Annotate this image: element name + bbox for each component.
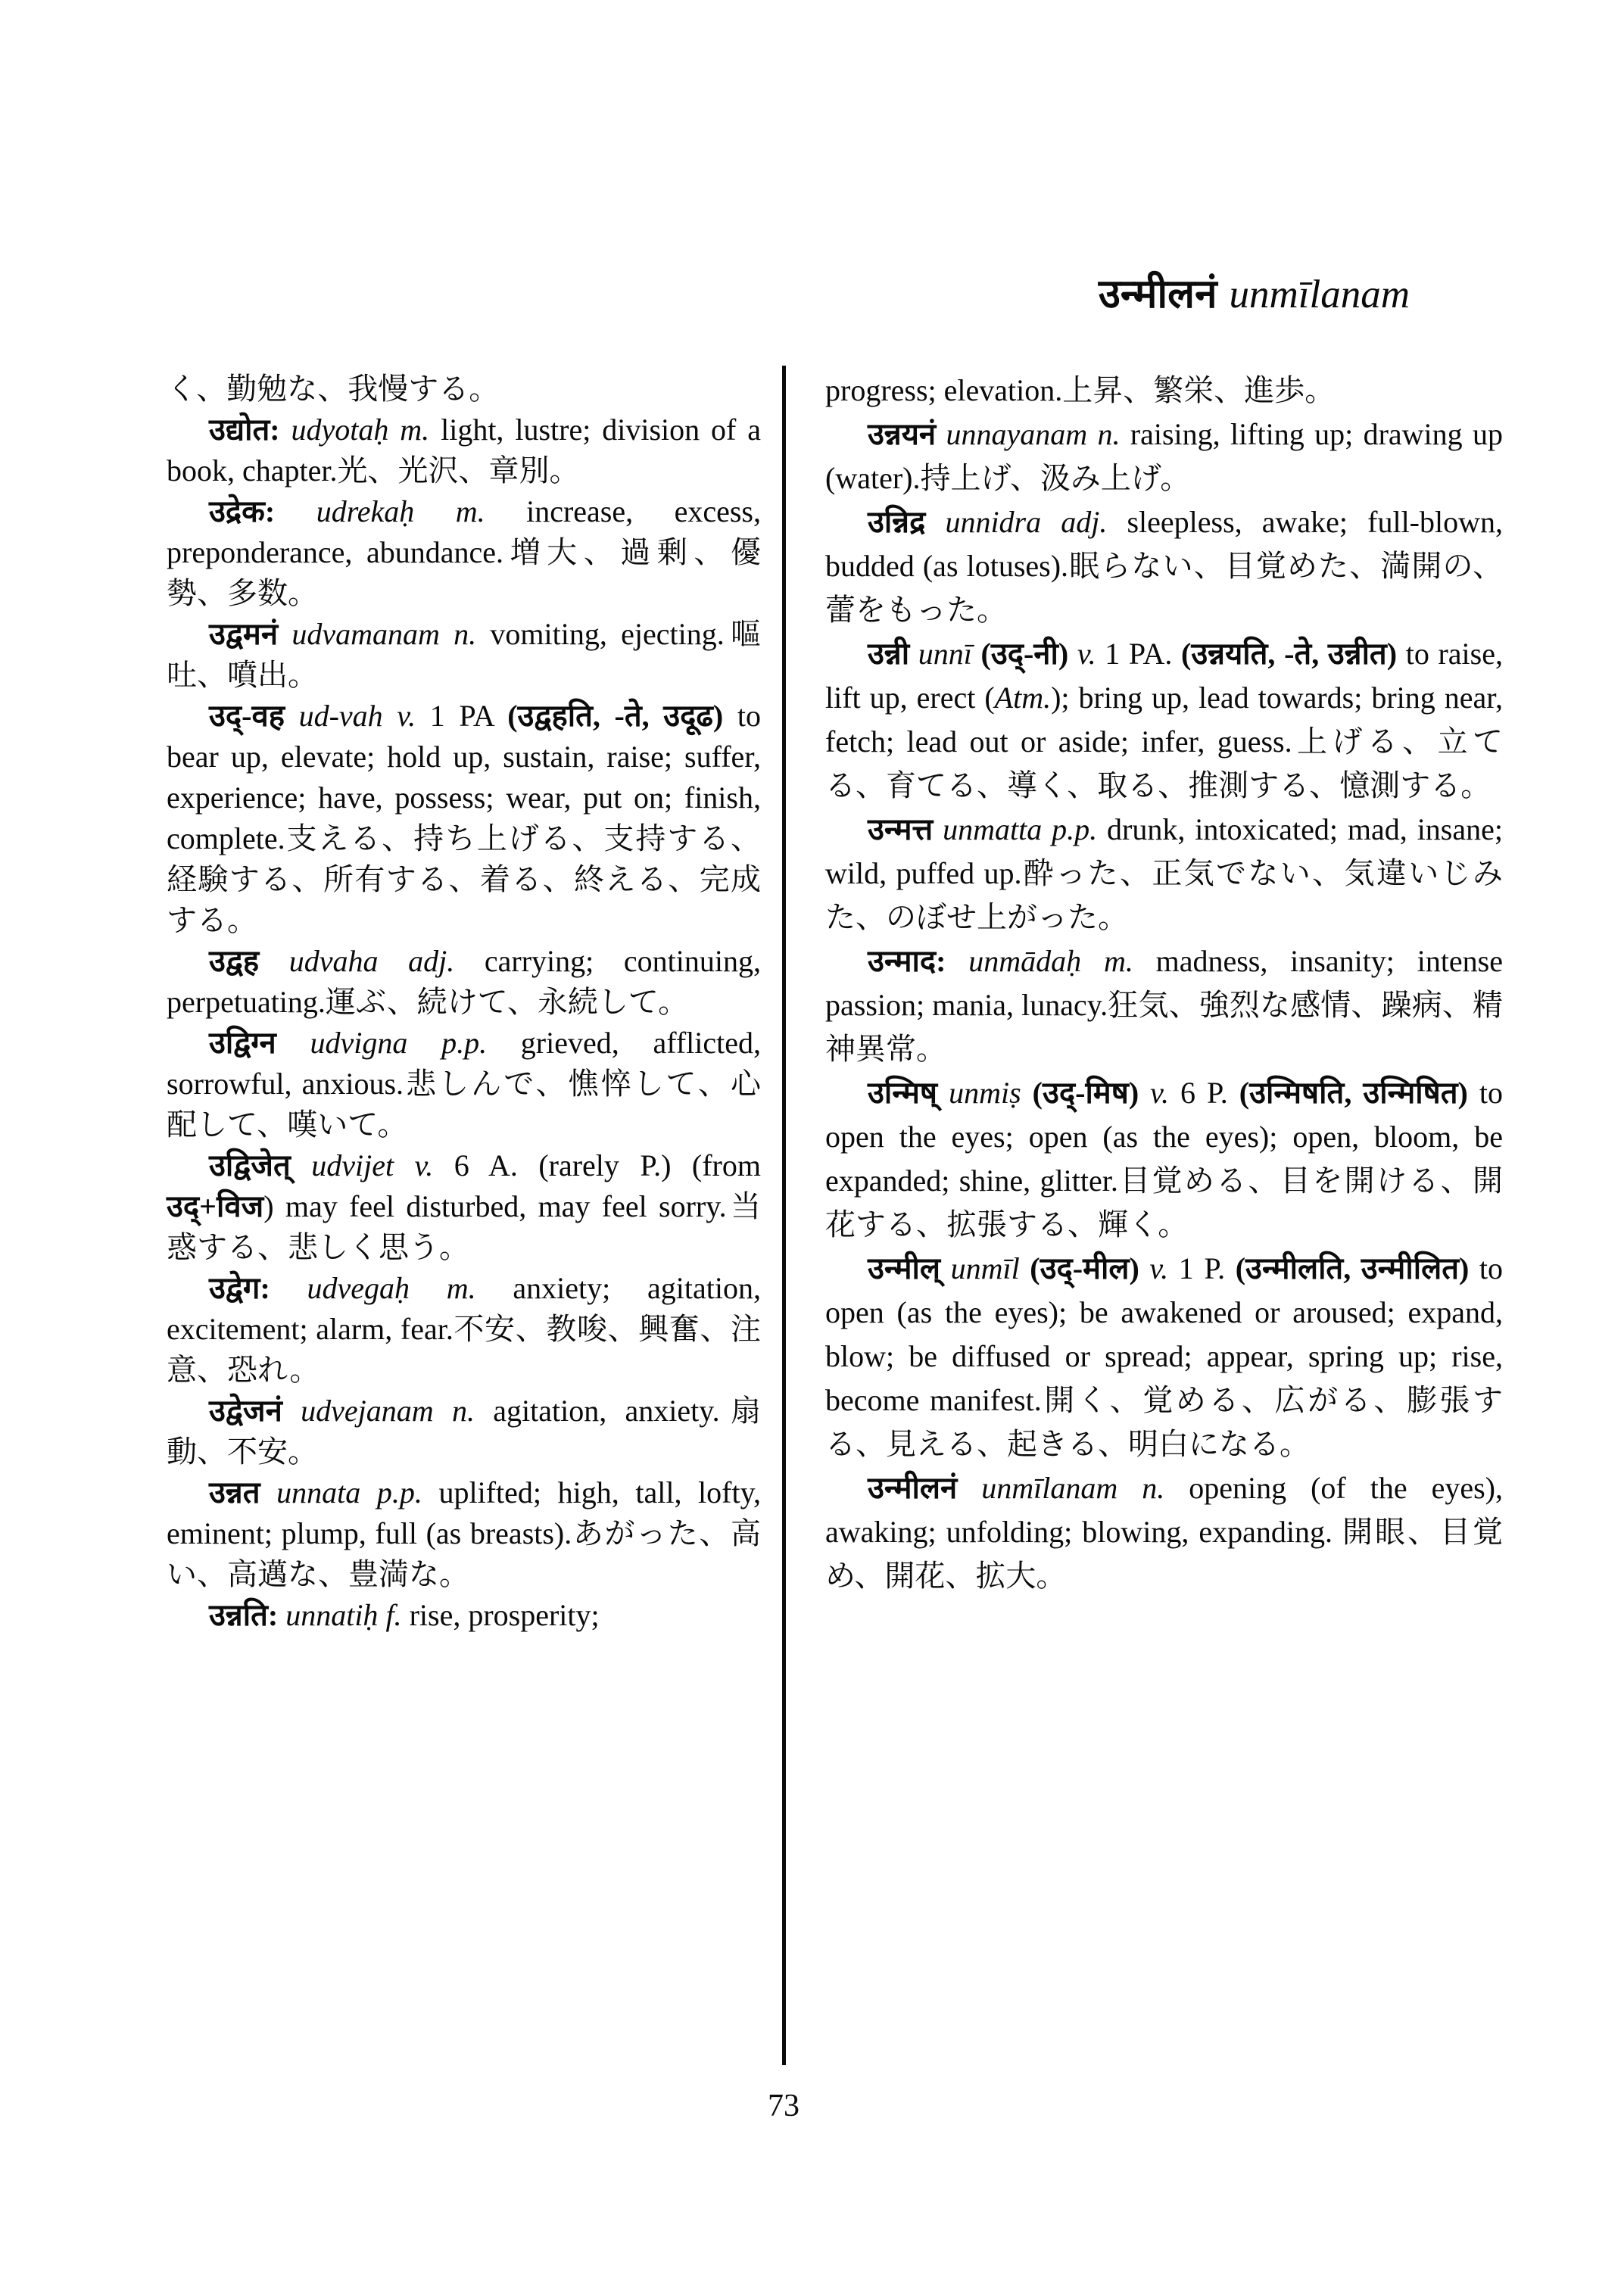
entry-grammar-label: n. <box>1142 1471 1189 1505</box>
entry-transliteration: udyotaḥ <box>291 413 401 447</box>
dictionary-entry <box>825 1466 1503 1598</box>
entry-transliteration: unnī <box>918 637 981 671</box>
column-divider-rule <box>782 366 786 2065</box>
entry-headword-devanagari: उन्मत्त <box>868 812 943 846</box>
dictionary-entry <box>167 410 761 491</box>
entry-transliteration: unnayanam <box>946 417 1098 451</box>
entry-definition-text: vomiting, ejecting.嘔吐、噴出。 <box>167 617 762 692</box>
dictionary-entry <box>825 369 1503 413</box>
entry-definition-text: く、勤勉な、我慢する。 <box>167 372 500 406</box>
entry-transliteration: udvigna <box>310 1026 442 1060</box>
entry-definition-text: carrying; continuing, perpetuating.運ぶ、続けて、永続して。 <box>167 944 761 1019</box>
entry-transliteration: unmīlanam <box>981 1471 1142 1505</box>
dictionary-entry <box>167 1472 761 1595</box>
entry-headword-devanagari: उद्रेक: <box>209 494 316 528</box>
entry-definition-text: drunk, intoxicated; mad, insane; wild, puffed up.酔った、正気でない、気違いじみた、のぼせ上がった。 <box>825 812 1503 934</box>
entry-headword-devanagari: उन्निद्र <box>868 505 946 539</box>
entry-grammar-label: v. <box>1077 637 1105 671</box>
entry-definition-text: ); bring up, lead towards; bring near, fetch; lead out or aside; infer, guess.上げる、立てる、育てる、導く、取る、推測する、憶測する。 <box>825 681 1503 802</box>
dictionary-entry <box>825 1247 1503 1466</box>
entry-definition-text: grieved, afflicted, sorrowful, anxious.悲しんで、憔悴して、心配して、嘆いて。 <box>167 1026 761 1142</box>
entry-transliteration: udvejanam <box>301 1394 452 1428</box>
entry-headword-devanagari: उन्मील् <box>868 1251 951 1285</box>
entry-definition-text: 1 PA <box>429 699 508 733</box>
entry-transliteration: udrekaḥ <box>316 494 456 528</box>
entry-definition-text: opening (of the eyes), awaking; unfolding; blowing, expanding. 開眼、目覚め、開花、拡大。 <box>825 1471 1504 1593</box>
running-head-devanagari: उन्मीलनं <box>1098 273 1217 316</box>
entry-definition-text: 1 PA. <box>1105 637 1182 671</box>
entry-definition-text: 6 A. (rarely P.) (from <box>454 1148 761 1182</box>
entry-definition-text: ) may feel disturbed, may feel sorry.当惑する、悲しく思う。 <box>167 1189 761 1264</box>
entry-headword-devanagari: उन्मीलनं <box>868 1471 982 1505</box>
entry-definition-text: to raise, lift up, erect ( <box>825 637 1503 715</box>
entry-grammar-label: m. <box>455 494 527 528</box>
entry-transliteration: ud-vah <box>298 699 397 733</box>
entry-grammar-label: v. <box>397 699 430 733</box>
entry-definition-text: madness, insanity; intense passion; mania, lunacy.狂気、強烈な感情、躁病、精神異常。 <box>825 944 1503 1066</box>
entry-definition-text: increase, excess, preponderance, abundance.増大、過剰、優勢、多数。 <box>167 494 761 610</box>
entry-headword-devanagari: उद्वेग: <box>209 1271 307 1305</box>
entry-definition-text: sleepless, awake; full-blown, budded (as lotuses).眠らない、目覚めた、満開の、蕾をもった。 <box>825 505 1503 627</box>
entry-devanagari-inline: (उद्-नी) <box>980 637 1077 671</box>
entry-grammar-label: n. <box>451 1394 494 1428</box>
entry-grammar-label: n. <box>1097 417 1130 451</box>
entry-transliteration: unmiṣ <box>949 1076 1033 1110</box>
entry-headword-devanagari: उद्विग्न <box>209 1026 310 1060</box>
entry-transliteration: udvamanam <box>291 617 454 651</box>
page-number: 73 <box>768 2089 800 2123</box>
entry-definition-text: uplifted; high, tall, lofty, eminent; plump, full (as breasts).あがった、高い、高邁な、豊満な。 <box>167 1475 761 1591</box>
entry-headword-devanagari: उन्नत <box>209 1475 277 1509</box>
entry-devanagari-inline: उद्+विज <box>167 1189 264 1223</box>
dictionary-entry <box>167 1595 761 1636</box>
right-column <box>825 369 1503 1598</box>
entry-definition-text: agitation, anxiety.扇動、不安。 <box>167 1394 761 1469</box>
entry-definition-text: raising, lifting up; drawing up (water).持上げ、汲み上げ。 <box>825 417 1503 495</box>
running-head-transliteration: unmīlanam <box>1229 273 1410 316</box>
dictionary-entry <box>167 1145 761 1268</box>
entry-transliteration: unnata <box>276 1475 377 1509</box>
entry-grammar-label: p.p. <box>441 1026 521 1060</box>
dictionary-entry <box>825 939 1503 1071</box>
entry-grammar-label: m. <box>400 413 441 447</box>
entry-headword-devanagari: उन्मिष् <box>868 1076 949 1110</box>
entry-grammar-label: m. <box>1103 944 1156 978</box>
entry-grammar-label: p.p. <box>376 1475 439 1509</box>
dictionary-entry <box>825 808 1503 939</box>
entry-definition-text: anxiety; agitation, excitement; alarm, fear.不安、教唆、興奮、注意、恐れ。 <box>167 1271 761 1387</box>
entry-definition-text: rise, prosperity; <box>409 1598 600 1632</box>
entry-headword-devanagari: उद्योत: <box>209 413 291 447</box>
entry-devanagari-inline: (उन्मीलति, उन्मीलित) <box>1235 1251 1479 1285</box>
dictionary-entry <box>167 696 761 941</box>
entry-grammar-label: v. <box>1149 1251 1179 1285</box>
entry-headword-devanagari: उन्नयनं <box>868 417 946 451</box>
entry-headword-devanagari: उद्-वह <box>209 699 299 733</box>
entry-definition-text: to open (as the eyes); be awakened or aroused; expand, blow; be diffused or spread; appear, spring up; rise, become manifest.開く、覚める、広がる、膨張する、見える、起きる、明白になる。 <box>825 1251 1503 1461</box>
entry-grammar-label: p.p. <box>1052 812 1107 846</box>
entry-transliteration: udvaha <box>288 944 409 978</box>
entry-grammar-label: m. <box>446 1271 513 1305</box>
entry-devanagari-inline: (उद्-मील) <box>1030 1251 1150 1285</box>
dictionary-entry <box>825 632 1503 808</box>
dictionary-entry <box>167 614 761 696</box>
entry-headword-devanagari: उद्विजेत् <box>209 1148 312 1182</box>
entry-devanagari-inline: (उद्वहति, -ते, उदूढ) <box>507 699 737 733</box>
entry-grammar-label: v. <box>414 1148 454 1182</box>
left-column <box>167 369 761 1636</box>
entry-devanagari-inline: (उद्-मिष) <box>1032 1076 1151 1110</box>
dictionary-entry <box>825 413 1503 500</box>
entry-grammar-label: n. <box>454 617 491 651</box>
entry-headword-devanagari: उन्नति: <box>209 1598 286 1632</box>
running-head <box>1099 271 1410 318</box>
dictionary-entry <box>167 941 761 1023</box>
dictionary-entry <box>167 491 761 614</box>
dictionary-entry <box>167 1391 761 1472</box>
entry-definition-text: to bear up, elevate; hold up, sustain, raise; suffer, experience; have, possess; wear, put on; finish, complete.支える、持ち上げる、支持する、経験する、所有する、着る、終える、完成する。 <box>167 699 761 937</box>
entry-definition-text: 1 P. <box>1178 1251 1236 1285</box>
dictionary-entry <box>167 1023 761 1145</box>
entry-transliteration: unnidra <box>945 505 1061 539</box>
entry-grammar-label: Atm. <box>994 681 1052 715</box>
entry-transliteration: unmādaḥ <box>968 944 1104 978</box>
entry-grammar-label: f. <box>385 1598 410 1632</box>
dictionary-entry <box>825 1071 1503 1247</box>
entry-definition-text: light, lustre; division of a book, chapter.光、光沢、章別。 <box>167 413 762 488</box>
entry-headword-devanagari: उद्वमनं <box>209 617 292 651</box>
entry-definition-text: 6 P. <box>1180 1076 1239 1110</box>
dictionary-entry <box>167 1268 761 1391</box>
entry-transliteration: unmīl <box>950 1251 1030 1285</box>
entry-transliteration: udvegaḥ <box>307 1271 447 1305</box>
entry-headword-devanagari: उन्माद: <box>868 944 969 978</box>
entry-grammar-label: adj. <box>1061 505 1127 539</box>
entry-headword-devanagari: उन्नी <box>868 637 918 671</box>
entry-transliteration: udvijet <box>311 1148 415 1182</box>
entry-headword-devanagari: उद्वह <box>209 944 289 978</box>
entry-definition-text: to open the eyes; open (as the eyes); open, bloom, be expanded; shine, glitter.目覚める、目を開ける、開花する、拡張する、輝く。 <box>825 1076 1503 1242</box>
entry-definition-text: progress; elevation.上昇、繁栄、進歩。 <box>825 373 1336 407</box>
entry-grammar-label: adj. <box>408 944 485 978</box>
dictionary-entry <box>825 500 1503 632</box>
entry-devanagari-inline: (उन्मिषति, उन्मिषित) <box>1239 1076 1479 1110</box>
entry-grammar-label: v. <box>1150 1076 1180 1110</box>
entry-headword-devanagari: उद्वेजनं <box>209 1394 301 1428</box>
entry-transliteration: unmatta <box>943 812 1052 846</box>
dictionary-entry <box>167 369 761 410</box>
entry-transliteration: unnatiḥ <box>285 1598 386 1632</box>
entry-devanagari-inline: (उन्नयति, -ते, उन्नीत) <box>1181 637 1406 671</box>
